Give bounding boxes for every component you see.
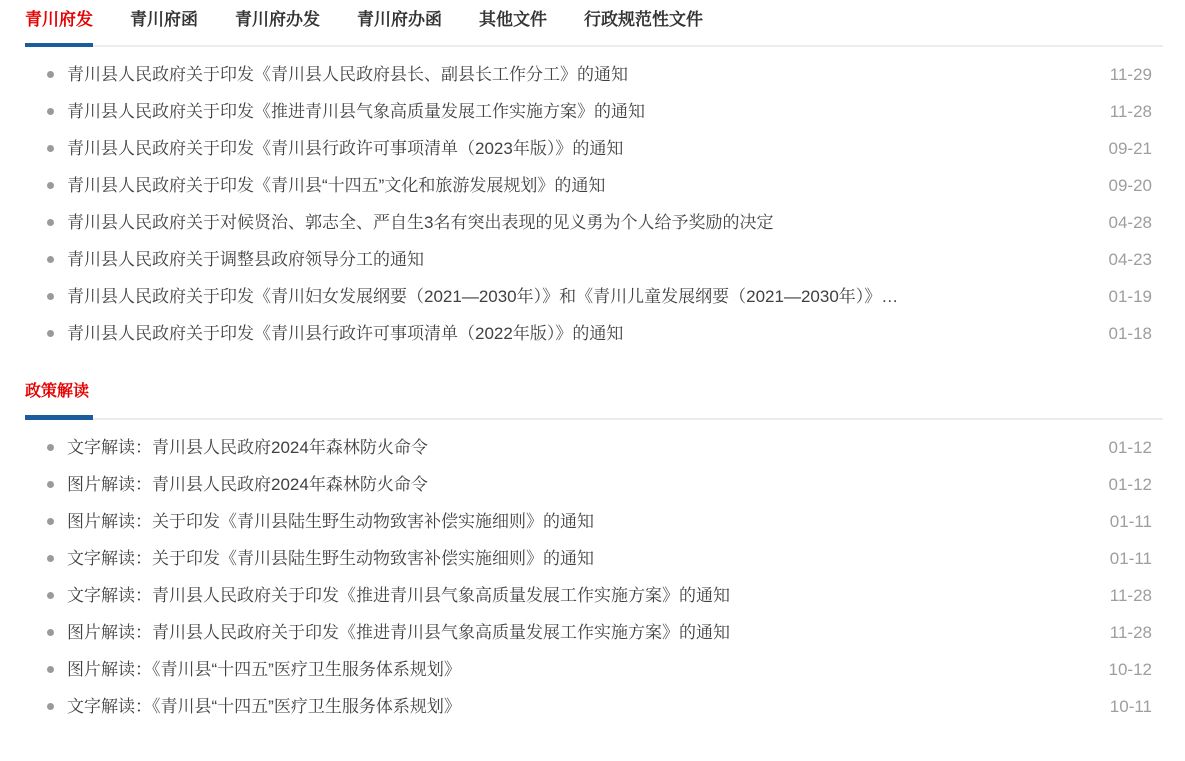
policy-date: 10-11	[1109, 696, 1152, 716]
tab-label: 青川府发	[25, 10, 93, 29]
document-list-item[interactable]	[25, 278, 1163, 315]
document-list-item[interactable]	[25, 315, 1163, 352]
document-title-link[interactable]: 青川县人民政府关于印发《青川县行政许可事项清单（2023年版）》的通知	[67, 139, 624, 158]
policy-title-link[interactable]: 图片解读：青川县人民政府2024年森林防火命令	[67, 475, 428, 494]
policy-title-link[interactable]: 文字解读：青川县人民政府关于印发《推进青川县气象高质量发展工作实施方案》的通知	[67, 586, 730, 605]
document-category-tab[interactable]	[25, 9, 93, 45]
bullet-icon	[47, 481, 54, 488]
document-date: 01-18	[1108, 323, 1152, 343]
document-category-tab[interactable]	[357, 9, 442, 45]
bullet-icon	[47, 293, 54, 300]
bullet-icon	[47, 219, 54, 226]
tab-label: 青川府办发	[235, 10, 320, 29]
bullet-icon	[47, 444, 54, 451]
policy-title-link[interactable]: 图片解读：《青川县“十四五”医疗卫生服务体系规划》	[67, 660, 461, 679]
bullet-icon	[47, 518, 54, 525]
document-category-tab[interactable]	[479, 9, 547, 45]
document-date: 09-20	[1108, 175, 1152, 195]
document-date: 11-29	[1109, 64, 1152, 84]
policy-title-link[interactable]: 文字解读：青川县人民政府2024年森林防火命令	[67, 438, 428, 457]
bullet-icon	[47, 145, 54, 152]
tab-label: 行政规范性文件	[584, 10, 703, 29]
policy-interpretation-list	[25, 429, 1163, 725]
document-list-item[interactable]	[25, 130, 1163, 167]
bullet-icon	[47, 703, 54, 710]
bullet-icon	[47, 592, 54, 599]
bullet-icon	[47, 555, 54, 562]
document-date: 04-23	[1108, 249, 1152, 269]
policy-date: 11-28	[1109, 585, 1152, 605]
tab-label: 其他文件	[479, 10, 547, 29]
policy-list-item[interactable]	[25, 688, 1163, 725]
government-documents-list	[25, 56, 1163, 352]
policy-date: 01-12	[1108, 437, 1152, 457]
document-date: 01-19	[1108, 286, 1152, 306]
bullet-icon	[47, 256, 54, 263]
policy-title-link[interactable]: 文字解读：关于印发《青川县陆生野生动物致害补偿实施细则》的通知	[67, 549, 594, 568]
document-category-tab[interactable]	[235, 9, 320, 45]
bullet-icon	[47, 666, 54, 673]
document-title-link[interactable]: 青川县人民政府关于印发《青川县行政许可事项清单（2022年版）》的通知	[67, 324, 624, 343]
policy-date: 01-12	[1108, 474, 1152, 494]
bullet-icon	[47, 629, 54, 636]
document-list-item[interactable]	[25, 204, 1163, 241]
policy-date: 10-12	[1108, 659, 1152, 679]
policy-section-header	[25, 383, 1163, 420]
document-title-link[interactable]: 青川县人民政府关于印发《青川县“十四五”文化和旅游发展规划》的通知	[67, 176, 606, 195]
document-list-item[interactable]	[25, 241, 1163, 278]
document-date: 09-21	[1108, 138, 1152, 158]
policy-title-link[interactable]: 文字解读：《青川县“十四五”医疗卫生服务体系规划》	[67, 697, 461, 716]
document-date: 11-28	[1109, 101, 1152, 121]
document-list-item[interactable]	[25, 56, 1163, 93]
tab-label: 青川府办函	[357, 10, 442, 29]
bullet-icon	[47, 71, 54, 78]
policy-list-item[interactable]	[25, 466, 1163, 503]
document-category-tab[interactable]	[584, 9, 703, 45]
policy-list-item[interactable]	[25, 429, 1163, 466]
document-date: 04-28	[1108, 212, 1152, 232]
policy-list-item[interactable]	[25, 614, 1163, 651]
document-list-item[interactable]	[25, 93, 1163, 130]
policy-list-item[interactable]	[25, 503, 1163, 540]
policy-list-item[interactable]	[25, 651, 1163, 688]
policy-list-item[interactable]	[25, 577, 1163, 614]
policy-section-title: 政策解读	[25, 383, 90, 400]
document-title-link[interactable]: 青川县人民政府关于印发《推进青川县气象高质量发展工作实施方案》的通知	[67, 102, 645, 121]
policy-title-link[interactable]: 图片解读：青川县人民政府关于印发《推进青川县气象高质量发展工作实施方案》的通知	[67, 623, 730, 642]
policy-list-item[interactable]	[25, 540, 1163, 577]
bullet-icon	[47, 182, 54, 189]
bullet-icon	[47, 108, 54, 115]
document-title-link[interactable]: 青川县人民政府关于印发《青川县人民政府县长、副县长工作分工》的通知	[67, 65, 628, 84]
bullet-icon	[47, 330, 54, 337]
document-category-tabbar	[25, 0, 1163, 47]
document-title-link[interactable]: 青川县人民政府关于印发《青川妇女发展纲要（2021—2030年）》和《青川儿童发展纲要（2021—2030年）》…	[67, 287, 899, 306]
policy-date: 01-11	[1109, 548, 1152, 568]
policy-date: 01-11	[1109, 511, 1152, 531]
document-title-link[interactable]: 青川县人民政府关于对候贤治、郭志全、严自生3名有突出表现的见义勇为个人给予奖励的决定	[67, 213, 774, 232]
document-category-tab[interactable]	[130, 9, 198, 45]
document-list-item[interactable]	[25, 167, 1163, 204]
tab-label: 青川府函	[130, 10, 198, 29]
document-title-link[interactable]: 青川县人民政府关于调整县政府领导分工的通知	[67, 250, 424, 269]
policy-title-link[interactable]: 图片解读：关于印发《青川县陆生野生动物致害补偿实施细则》的通知	[67, 512, 594, 531]
policy-date: 11-28	[1109, 622, 1152, 642]
